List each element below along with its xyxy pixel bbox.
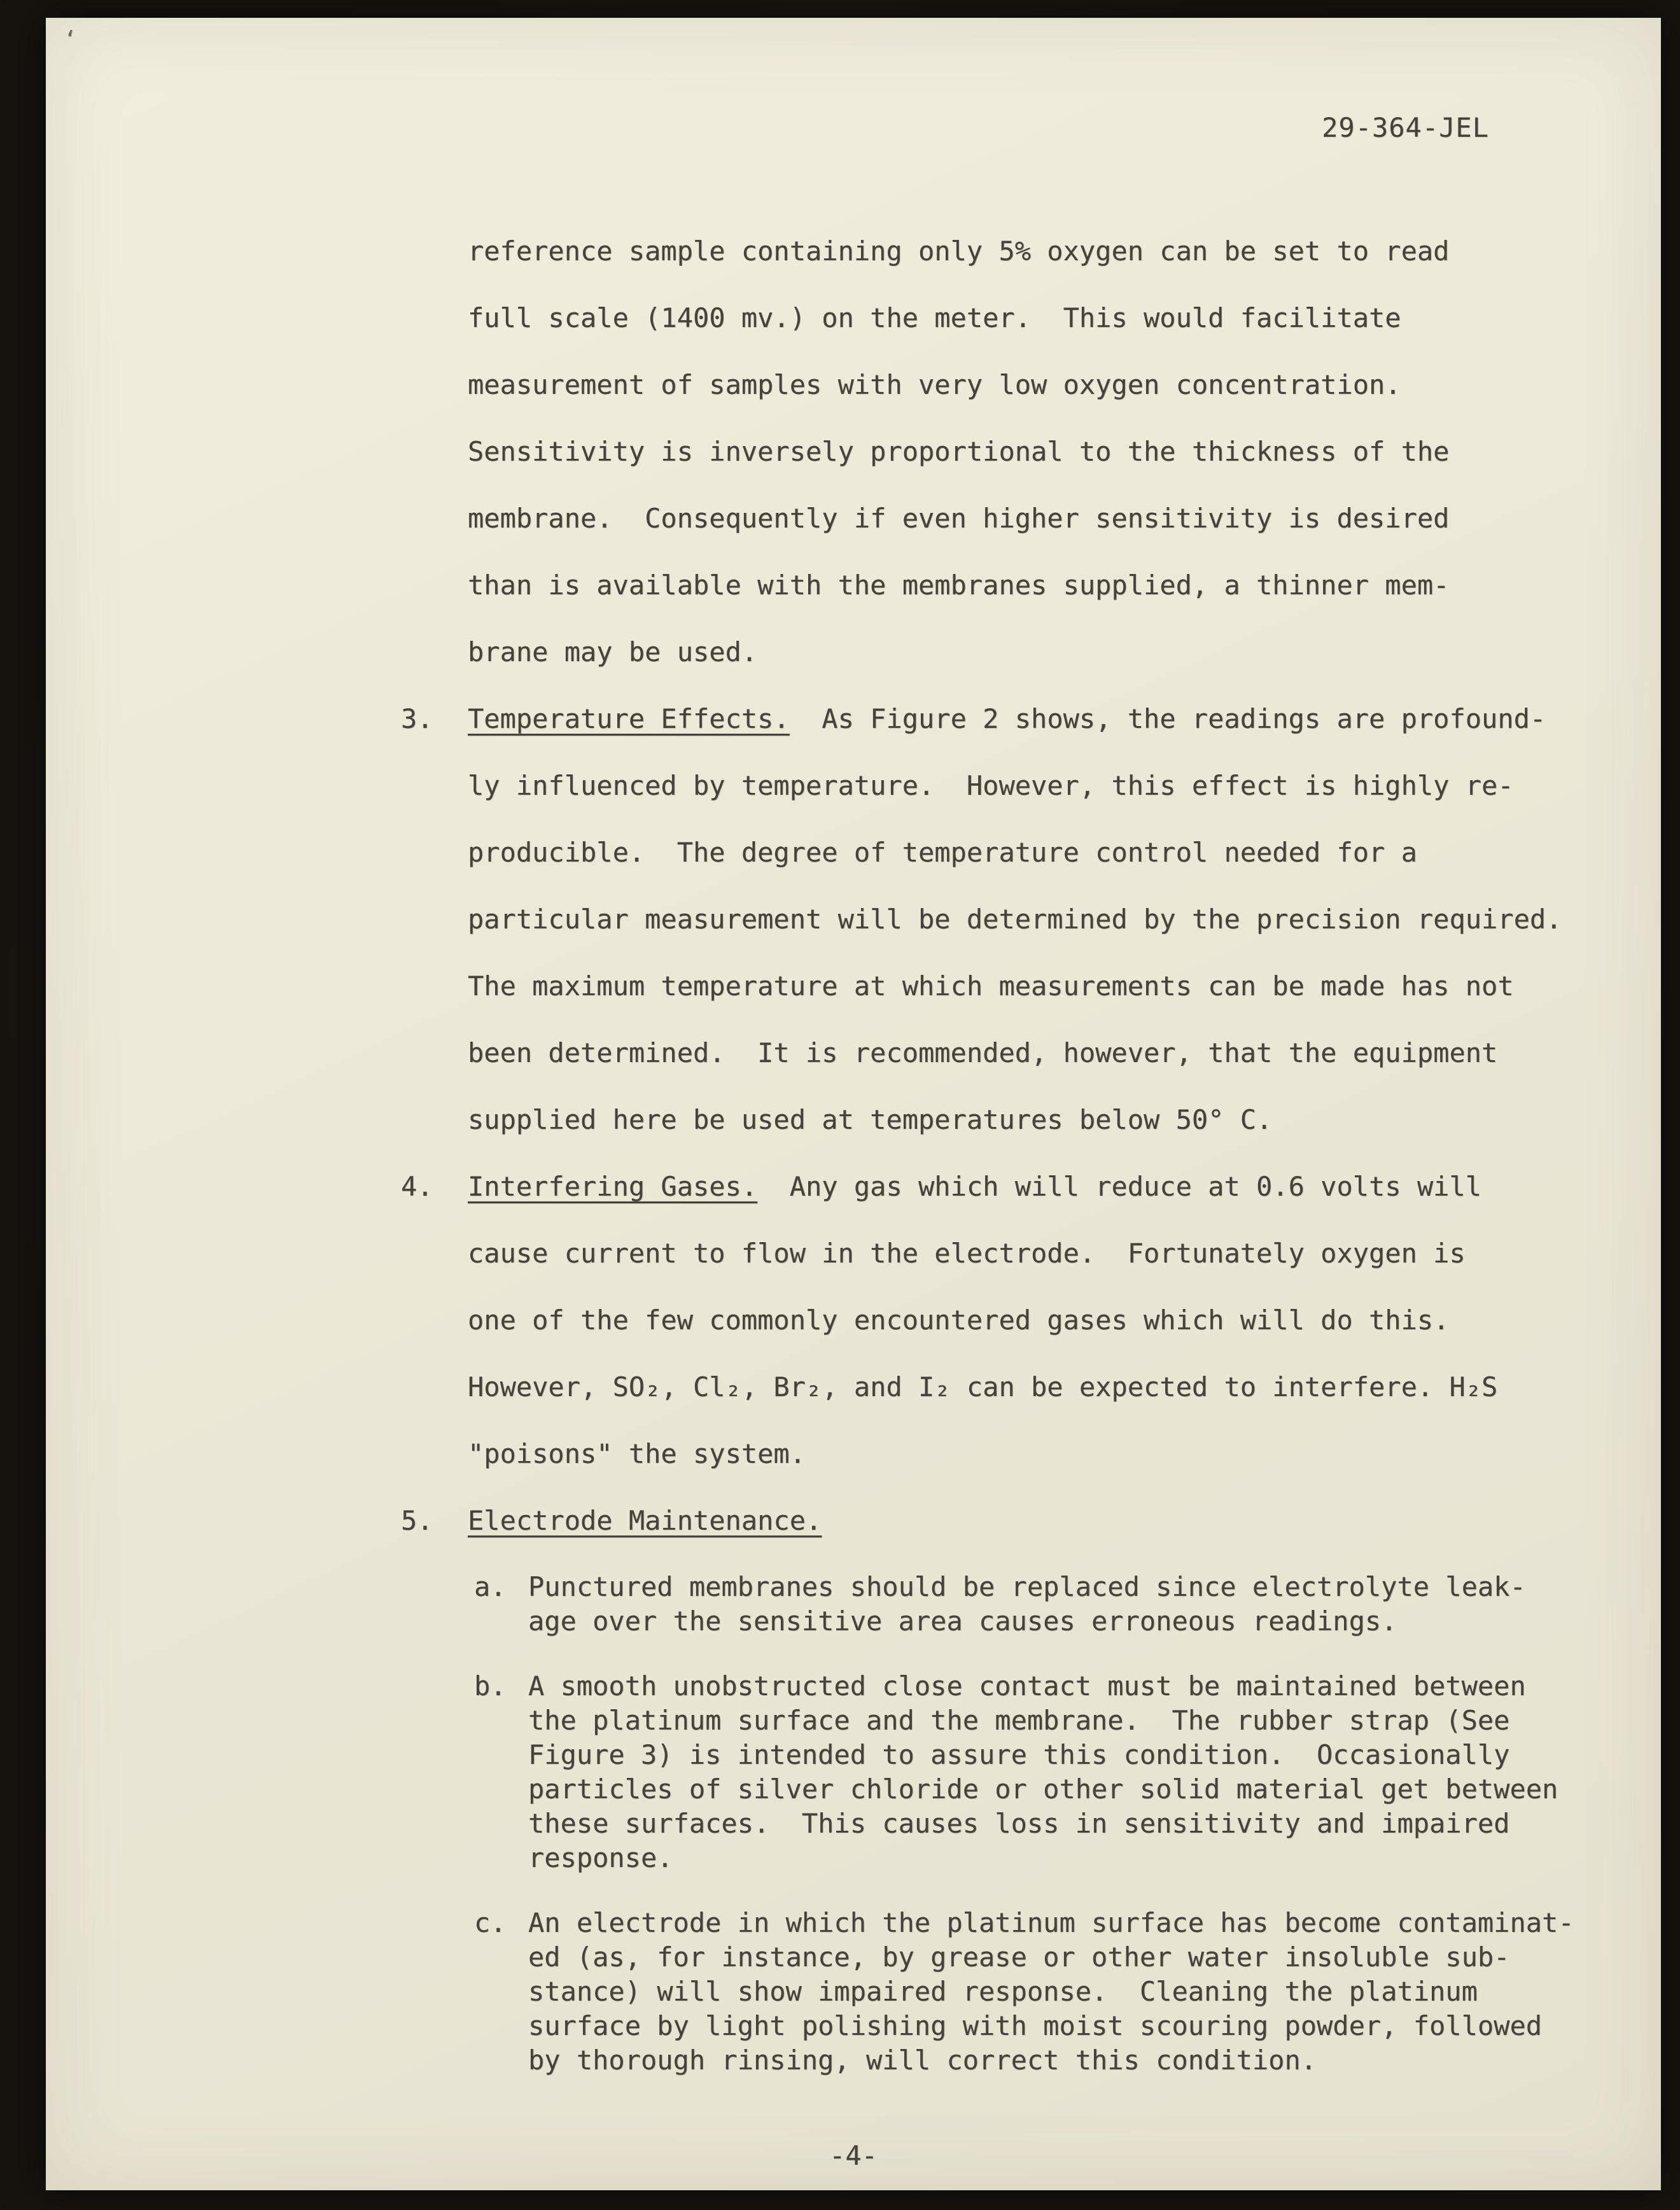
text-line: one of the few commonly encountered gases which will do this. bbox=[468, 1304, 1450, 1336]
sub-item-b bbox=[474, 1669, 1585, 1875]
stray-ink-mark: ‘ bbox=[64, 27, 77, 52]
text-line: particles of silver chloride or other solid material get between bbox=[528, 1773, 1558, 1805]
item-3-heading-line bbox=[401, 685, 1585, 752]
text-line: An electrode in which the platinum surface has become contaminat- bbox=[528, 1907, 1574, 1938]
text-line: surface by light polishing with moist scouring powder, followed bbox=[528, 2010, 1543, 2041]
sub-item-c-text bbox=[528, 1906, 1585, 2078]
item-5-sublist bbox=[474, 1570, 1585, 2078]
item-4-number: 4. bbox=[401, 1171, 433, 1202]
text-line: producible. The degree of temperature control needed for a bbox=[468, 837, 1417, 868]
item-5-electrode-maintenance bbox=[401, 1487, 1585, 2078]
intro-paragraph bbox=[468, 218, 1585, 685]
item-5-number: 5. bbox=[401, 1505, 433, 1536]
item-3-heading-rest: As Figure 2 shows, the readings are profound- bbox=[789, 703, 1546, 734]
text-line: reference sample containing only 5% oxygen can be set to read bbox=[468, 235, 1450, 267]
item-3-title: Temperature Effects. bbox=[468, 703, 790, 734]
text-line: been determined. It is recommended, however, that the equipment bbox=[468, 1037, 1498, 1068]
document-id: 29-364-JEL bbox=[1322, 112, 1489, 143]
text-line: ly influenced by temperature. However, this effect is highly re- bbox=[468, 770, 1514, 801]
item-4-heading-line bbox=[401, 1153, 1585, 1220]
text-line: However, SO₂, Cl₂, Br₂, and I₂ can be expected to interfere. H₂S bbox=[468, 1371, 1498, 1402]
item-5-title: Electrode Maintenance. bbox=[468, 1505, 822, 1536]
item-4-interfering-gases bbox=[401, 1153, 1585, 1487]
item-3-number: 3. bbox=[401, 703, 433, 734]
text-line: Punctured membranes should be replaced since electrolyte leak- bbox=[528, 1571, 1526, 1602]
text-line: full scale (1400 mv.) on the meter. This would facilitate bbox=[468, 302, 1401, 333]
text-line: "poisons" the system. bbox=[468, 1438, 806, 1469]
item-3-temperature-effects bbox=[401, 685, 1585, 1153]
document-page bbox=[46, 18, 1661, 2190]
text-line: than is available with the membranes supplied, a thinner mem- bbox=[468, 570, 1450, 601]
text-line: supplied here be used at temperatures below 50° C. bbox=[468, 1104, 1273, 1135]
text-line: by thorough rinsing, will correct this condition. bbox=[528, 2045, 1317, 2076]
sub-item-b-text bbox=[528, 1669, 1585, 1875]
text-line: particular measurement will be determined by the precision required. bbox=[468, 904, 1562, 935]
text-line: The maximum temperature at which measurements can be made has not bbox=[468, 970, 1514, 1002]
page-number: -4- bbox=[829, 2140, 878, 2171]
text-line: Figure 3) is intended to assure this condition. Occasionally bbox=[528, 1739, 1510, 1770]
item-4-title: Interfering Gases. bbox=[468, 1171, 758, 1202]
text-line: cause current to flow in the electrode. Fortunately oxygen is bbox=[468, 1238, 1466, 1269]
text-line: these surfaces. This causes loss in sensitivity and impaired bbox=[528, 1808, 1510, 1839]
sub-item-a bbox=[474, 1570, 1585, 1639]
sub-item-a-text bbox=[528, 1570, 1585, 1639]
text-line: Sensitivity is inversely proportional to the thickness of the bbox=[468, 436, 1450, 467]
sub-item-a-label: a. bbox=[474, 1571, 507, 1602]
text-line: membrane. Consequently if even higher sensitivity is desired bbox=[468, 503, 1450, 534]
text-line: measurement of samples with very low oxygen concentration. bbox=[468, 369, 1401, 400]
text-line: the platinum surface and the membrane. The rubber strap (See bbox=[528, 1705, 1510, 1736]
sub-item-c bbox=[474, 1906, 1585, 2078]
text-line: A smooth unobstructed close contact must be maintained between bbox=[528, 1670, 1526, 1702]
item-5-heading-line bbox=[401, 1487, 1585, 1554]
text-line: response. bbox=[528, 1842, 673, 1873]
page-content bbox=[401, 218, 1585, 2078]
item-4-heading-rest: Any gas which will reduce at 0.6 volts will bbox=[757, 1171, 1482, 1202]
text-line: brane may be used. bbox=[468, 636, 758, 668]
sub-item-b-label: b. bbox=[474, 1670, 507, 1702]
text-line: stance) will show impaired response. Cleaning the platinum bbox=[528, 1976, 1478, 2007]
text-line: age over the sensitive area causes erroneous readings. bbox=[528, 1605, 1397, 1637]
text-line: ed (as, for instance, by grease or other water insoluble sub- bbox=[528, 1941, 1510, 1973]
sub-item-c-label: c. bbox=[474, 1907, 507, 1938]
